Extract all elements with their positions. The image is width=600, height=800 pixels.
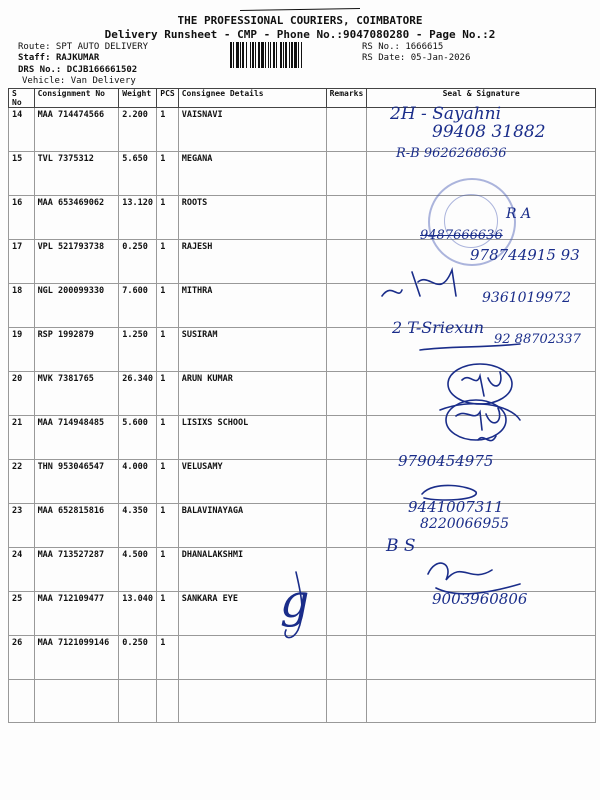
cell-pcs: 1 bbox=[157, 372, 178, 416]
cell-consignment: NGL 200099330 bbox=[34, 284, 119, 328]
cell-pcs: 1 bbox=[157, 328, 178, 372]
cell-consignment: MAA 7121099146 bbox=[34, 636, 119, 680]
cell-sno: 24 bbox=[9, 548, 35, 592]
cell-pcs: 1 bbox=[157, 548, 178, 592]
cell-sno: 20 bbox=[9, 372, 35, 416]
col-consignee: Consignee Details bbox=[178, 89, 326, 108]
cell-pcs: 1 bbox=[157, 416, 178, 460]
cell-consignment: MAA 712109477 bbox=[34, 592, 119, 636]
cell-weight: 0.250 bbox=[119, 636, 157, 680]
cell-consignment: TVL 7375312 bbox=[34, 152, 119, 196]
vehicle-label: Vehicle: Van Delivery bbox=[22, 76, 136, 86]
cell-weight: 1.250 bbox=[119, 328, 157, 372]
signature-14: 2H - Sayahni bbox=[390, 104, 502, 124]
signature-16: R A bbox=[506, 206, 532, 222]
cell-consignee: LISIXS SCHOOL bbox=[178, 416, 326, 460]
cell-sno: 23 bbox=[9, 504, 35, 548]
cell-consignment: MAA 714948485 bbox=[34, 416, 119, 460]
drs-number: DCJB166661502 bbox=[66, 65, 138, 75]
cell-sno: 16 bbox=[9, 196, 35, 240]
phone-23: 9441007311 bbox=[408, 498, 504, 516]
col-signature: Seal & Signature bbox=[367, 89, 596, 108]
rs-date: RS Date: 05-Jan-2026 bbox=[362, 53, 471, 63]
cell-pcs: 1 bbox=[157, 108, 178, 152]
phone-15: R-B 9626268636 bbox=[396, 146, 507, 161]
cell-weight: 13.040 bbox=[119, 592, 157, 636]
cell-consignment: MAA 714474566 bbox=[34, 108, 119, 152]
cell-consignment: MAA 653469062 bbox=[34, 196, 119, 240]
cell-pcs: 1 bbox=[157, 592, 178, 636]
cell-consignee: BALAVINAYAGA bbox=[178, 504, 326, 548]
cell-pcs: 1 bbox=[157, 504, 178, 548]
phone-22: 9790454975 bbox=[398, 452, 494, 470]
cell-sno: 14 bbox=[9, 108, 35, 152]
staff-name: RAJKUMAR bbox=[55, 53, 100, 63]
signature-19-underline bbox=[420, 344, 520, 350]
cell-weight: 4.500 bbox=[119, 548, 157, 592]
cell-sno: 21 bbox=[9, 416, 35, 460]
cell-consignment: THN 953046547 bbox=[34, 460, 119, 504]
cell-weight: 5.650 bbox=[119, 152, 157, 196]
runsheet-title: Delivery Runsheet - CMP - Phone No.:9047080280 - Page No.:2 bbox=[104, 28, 496, 41]
cell-consignee: RAJESH bbox=[178, 240, 326, 284]
company-title: THE PROFESSIONAL COURIERS, COIMBATORE bbox=[177, 14, 423, 27]
cell-weight: 5.600 bbox=[119, 416, 157, 460]
cell-sno: 17 bbox=[9, 240, 35, 284]
cell-consignee: VELUSAMY bbox=[178, 460, 326, 504]
col-remarks: Remarks bbox=[326, 89, 367, 108]
cell-weight: 2.200 bbox=[119, 108, 157, 152]
phone-17-struck: 9487666636 bbox=[420, 228, 503, 243]
cell-sno: 26 bbox=[9, 636, 35, 680]
cell-consignee: SUSIRAM bbox=[178, 328, 326, 372]
signature-23-scribble bbox=[422, 485, 476, 500]
cell-consignment: MVK 7381765 bbox=[34, 372, 119, 416]
cell-consignee: VAISNAVI bbox=[178, 108, 326, 152]
cell-sno: 22 bbox=[9, 460, 35, 504]
cell-weight: 13.120 bbox=[119, 196, 157, 240]
cell-consignee: ROOTS bbox=[178, 196, 326, 240]
route-label: Route: SPT AUTO DELIVERY bbox=[18, 42, 149, 52]
cell-weight: 0.250 bbox=[119, 240, 157, 284]
cell-consignment: MAA 652815816 bbox=[34, 504, 119, 548]
cell-sno: 19 bbox=[9, 328, 35, 372]
cell-pcs: 1 bbox=[157, 460, 178, 504]
signature-19: 2 T-Sriexun bbox=[392, 318, 485, 337]
cell-consignment: MAA 713527287 bbox=[34, 548, 119, 592]
cell-pcs: 1 bbox=[157, 152, 178, 196]
cell-consignment: RSP 1992879 bbox=[34, 328, 119, 372]
cell-consignee: MEGANA bbox=[178, 152, 326, 196]
signature-26-scribble bbox=[285, 572, 302, 638]
cell-weight: 26.340 bbox=[119, 372, 157, 416]
phone-25: 9003960806 bbox=[432, 590, 528, 608]
staff-label: Staff: bbox=[18, 53, 51, 63]
cell-sno: 25 bbox=[9, 592, 35, 636]
phone-14: 99408 31882 bbox=[432, 122, 546, 142]
cell-weight: 4.350 bbox=[119, 504, 157, 548]
cell-pcs: 1 bbox=[157, 284, 178, 328]
col-pcs: PCS bbox=[157, 89, 178, 108]
cell-weight: 7.600 bbox=[119, 284, 157, 328]
col-sno: S No bbox=[9, 89, 35, 108]
rs-number: RS No.: 1666615 bbox=[362, 42, 444, 52]
signature-20-loop bbox=[448, 364, 512, 404]
cell-consignee: ARUN KUMAR bbox=[178, 372, 326, 416]
cell-sno: 18 bbox=[9, 284, 35, 328]
cell-sno: 15 bbox=[9, 152, 35, 196]
drs-label: DRS No.: bbox=[18, 65, 62, 75]
cell-pcs: 1 bbox=[157, 196, 178, 240]
cell-consignee: SANKARA EYE bbox=[178, 592, 326, 636]
cell-weight: 4.000 bbox=[119, 460, 157, 504]
cell-consignment: VPL 521793738 bbox=[34, 240, 119, 284]
cell-pcs: 1 bbox=[157, 636, 178, 680]
col-weight: Weight bbox=[119, 89, 157, 108]
cell-consignee: MITHRA bbox=[178, 284, 326, 328]
phone-17: 978744915 93 bbox=[470, 246, 580, 264]
signature-20-mark bbox=[462, 372, 501, 396]
col-consignment: Consignment No bbox=[34, 89, 119, 108]
cell-consignee: DHANALAKSHMI bbox=[178, 548, 326, 592]
signature-24: B S bbox=[386, 536, 416, 556]
cell-pcs: 1 bbox=[157, 240, 178, 284]
signature-25-scribble bbox=[428, 563, 520, 594]
signature-26: g bbox=[280, 574, 310, 628]
phone-18: 9361019972 bbox=[482, 290, 572, 306]
phone-24: 8220066955 bbox=[420, 516, 510, 532]
signature-18-scribble bbox=[382, 270, 456, 296]
phone-19: 92 88702337 bbox=[494, 332, 581, 347]
